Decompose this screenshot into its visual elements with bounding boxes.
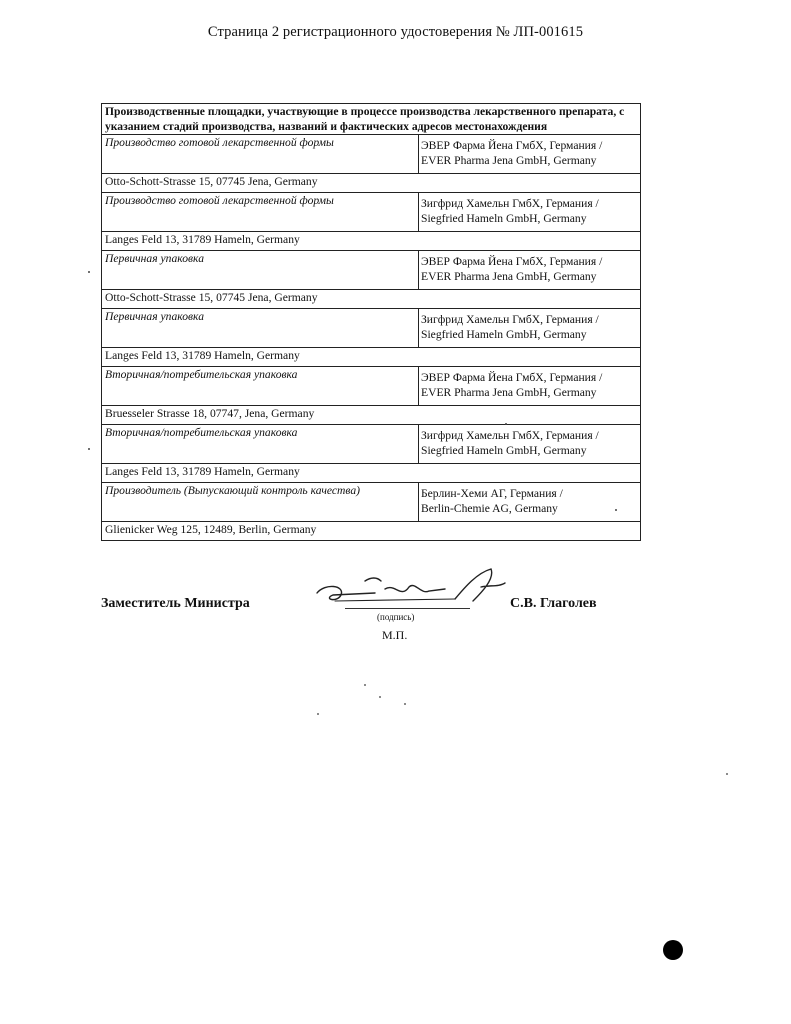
signature-block: [0, 590, 791, 650]
signatory-name: С.В. Глаголев: [510, 596, 597, 611]
site-address: Langes Feld 13, 31789 Hameln, Germany: [102, 348, 641, 367]
table-row: [102, 464, 641, 483]
table-row: [102, 174, 641, 193]
company-cell: [419, 135, 641, 174]
table-row: [102, 232, 641, 251]
signature-caption: (подпись): [377, 612, 415, 622]
stage-name: Производство готовой лекарственной формы: [102, 193, 419, 232]
site-address: Glienicker Weg 125, 12489, Berlin, Germany: [102, 522, 641, 541]
company-cell: [419, 425, 641, 464]
table-row: [102, 290, 641, 309]
company-cell: [419, 251, 641, 290]
table-row: [102, 483, 641, 522]
table-row: [102, 348, 641, 367]
stage-name: Первичная упаковка: [102, 309, 419, 348]
table-row: [102, 135, 641, 174]
table-row: [102, 309, 641, 348]
stage-name: Вторичная/потребительская упаковка: [102, 425, 419, 464]
company-name-en: Siegfried Hameln GmbH, Germany: [421, 212, 587, 225]
signature-line: [345, 608, 470, 609]
company-name-en: EVER Pharma Jena GmbH, Germany: [421, 270, 597, 283]
site-address: Otto-Schott-Strasse 15, 07745 Jena, Germany: [102, 174, 641, 193]
company-name-en: EVER Pharma Jena GmbH, Germany: [421, 386, 597, 399]
stage-name: Производитель (Выпускающий контроль качества): [102, 483, 419, 522]
company-name-ru: ЭВЕР Фарма Йена ГмбХ, Германия /: [421, 255, 603, 268]
production-sites-table: [101, 103, 641, 541]
site-address: Langes Feld 13, 31789 Hameln, Germany: [102, 464, 641, 483]
stage-name: Производство готовой лекарственной формы: [102, 135, 419, 174]
stage-name: Первичная упаковка: [102, 251, 419, 290]
signatory-role: Заместитель Министра: [101, 596, 250, 611]
company-cell: [419, 309, 641, 348]
company-name-ru: Берлин-Хеми АГ, Германия /: [421, 487, 563, 500]
black-dot-mark: [663, 940, 683, 960]
table-row: [102, 193, 641, 232]
table-row: [102, 406, 641, 425]
company-name-en: Siegfried Hameln GmbH, Germany: [421, 444, 587, 457]
company-name-en: Berlin-Chemie AG, Germany: [421, 502, 558, 515]
table-header: Производственные площадки, участвующие в процессе производства лекарственного препарата, с указанием стадий производства, названий и фактических адресов местонахождения: [102, 104, 641, 135]
stage-name: Вторичная/потребительская упаковка: [102, 367, 419, 406]
table-row: [102, 522, 641, 541]
table-row: [102, 251, 641, 290]
company-cell: [419, 483, 641, 522]
table-row: [102, 367, 641, 406]
company-name-en: EVER Pharma Jena GmbH, Germany: [421, 154, 597, 167]
company-name-ru: ЭВЕР Фарма Йена ГмбХ, Германия /: [421, 139, 603, 152]
table-header-row: [102, 104, 641, 135]
company-name-ru: Зигфрид Хамельн ГмбХ, Германия /: [421, 313, 599, 326]
company-cell: [419, 367, 641, 406]
seal-label: М.П.: [382, 628, 408, 642]
page-title: Страница 2 регистрационного удостоверения № ЛП-001615: [207, 24, 584, 40]
table-row: [102, 425, 641, 464]
site-address: Langes Feld 13, 31789 Hameln, Germany: [102, 232, 641, 251]
company-name-ru: Зигфрид Хамельн ГмбХ, Германия /: [421, 197, 599, 210]
company-name-ru: Зигфрид Хамельн ГмбХ, Германия /: [421, 429, 599, 442]
company-cell: [419, 193, 641, 232]
site-address: Bruesseler Strasse 18, 07747, Jena, Germany: [102, 406, 641, 425]
company-name-ru: ЭВЕР Фарма Йена ГмбХ, Германия /: [421, 371, 603, 384]
site-address: Otto-Schott-Strasse 15, 07745 Jena, Germany: [102, 290, 641, 309]
company-name-en: Siegfried Hameln GmbH, Germany: [421, 328, 587, 341]
